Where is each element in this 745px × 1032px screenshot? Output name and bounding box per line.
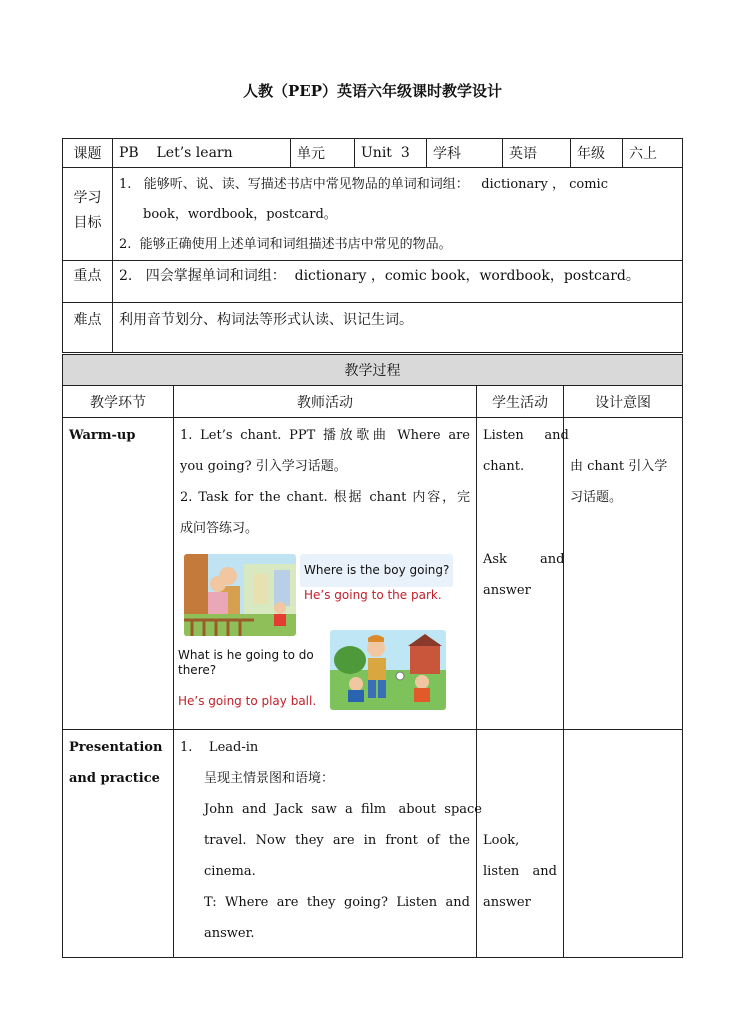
unit-label: 单元 bbox=[291, 139, 355, 168]
key-points-row bbox=[63, 261, 683, 303]
warmup-design-intent: 由 chant 引入学 习话题。 bbox=[564, 418, 683, 730]
objectives-content bbox=[113, 168, 683, 261]
difficulty-label: 难点 bbox=[63, 303, 113, 353]
presentation-student-activity: Look, listen and answer bbox=[477, 730, 564, 958]
objective-1b: book，wordbook，postcard。 bbox=[143, 207, 337, 222]
presentation-stage: Presentation and practice bbox=[63, 730, 174, 958]
objective-1a: 1. 能够听、说、读、写描述书店中常见物品的单词和词组： dictionary ， comic bbox=[119, 177, 608, 192]
boy-playing-ball-picture bbox=[330, 630, 446, 710]
objectives-label: 学习 目标 bbox=[63, 168, 113, 261]
caption-question-1: Where is the boy going? bbox=[300, 554, 453, 587]
process-title-row bbox=[63, 355, 683, 386]
grade-value: 六上 bbox=[623, 139, 683, 168]
objective-2: 2. 能够正确使用上述单词和词组描述书店中常见的物品。 bbox=[119, 237, 452, 252]
warmup-stage: Warm-up bbox=[63, 418, 174, 730]
topic-value: PB Let’s learn bbox=[113, 139, 291, 168]
course-info-table bbox=[62, 138, 683, 353]
caption-answer-1: He’s going to the park. bbox=[304, 588, 442, 602]
topic-label: 课题 bbox=[63, 139, 113, 168]
warmup-row bbox=[63, 418, 683, 730]
presentation-design-intent bbox=[564, 730, 683, 958]
presentation-teacher-activity: 1. Lead-in 呈现主情景图和语境： John and Jack saw a film about space travel. Now they are in front of the cinema. T: Where are they going? Listen and answer. bbox=[174, 730, 477, 958]
grandparents-picture bbox=[184, 554, 296, 636]
process-column-headers bbox=[63, 386, 683, 418]
presentation-row bbox=[63, 730, 683, 958]
col-stage-header: 教学环节 bbox=[63, 386, 174, 418]
subject-label: 学科 bbox=[427, 139, 503, 168]
process-title: 教学过程 bbox=[63, 355, 683, 386]
col-teacher-header: 教师活动 bbox=[174, 386, 477, 418]
key-points-text: 2. 四会掌握单词和词组： dictionary ，comic book，wordbook，postcard。 bbox=[113, 261, 683, 303]
difficulty-text: 利用音节划分、构词法等形式认读、识记生词。 bbox=[113, 303, 683, 353]
warmup-student-activity: Listen and chant. Ask and answer bbox=[477, 418, 564, 730]
warmup-teacher-activity: 1. Let’s chant. PPT 播放歌曲 Where are you going? 引入学习话题。 2. Task for the chant. 根据 chant 内容，完 成问答练习。 Where is the boy going? He’s going to the park. What is he going to do there? He’s going to play ball. bbox=[174, 418, 477, 730]
grade-label: 年级 bbox=[571, 139, 623, 168]
subject-value: 英语 bbox=[503, 139, 571, 168]
caption-answer-2: He’s going to play ball. bbox=[178, 694, 317, 708]
difficulty-row bbox=[63, 303, 683, 353]
info-row bbox=[63, 139, 683, 168]
objectives-row bbox=[63, 168, 683, 261]
document-title: 人教（PEP）英语六年级课时教学设计 bbox=[243, 82, 502, 100]
caption-question-2: What is he going to do there? bbox=[178, 648, 314, 677]
unit-value: Unit 3 bbox=[355, 139, 427, 168]
col-student-header: 学生活动 bbox=[477, 386, 564, 418]
key-points-label: 重点 bbox=[63, 261, 113, 303]
process-table bbox=[62, 354, 683, 958]
chant-illustration bbox=[180, 544, 470, 722]
col-design-header: 设计意图 bbox=[564, 386, 683, 418]
